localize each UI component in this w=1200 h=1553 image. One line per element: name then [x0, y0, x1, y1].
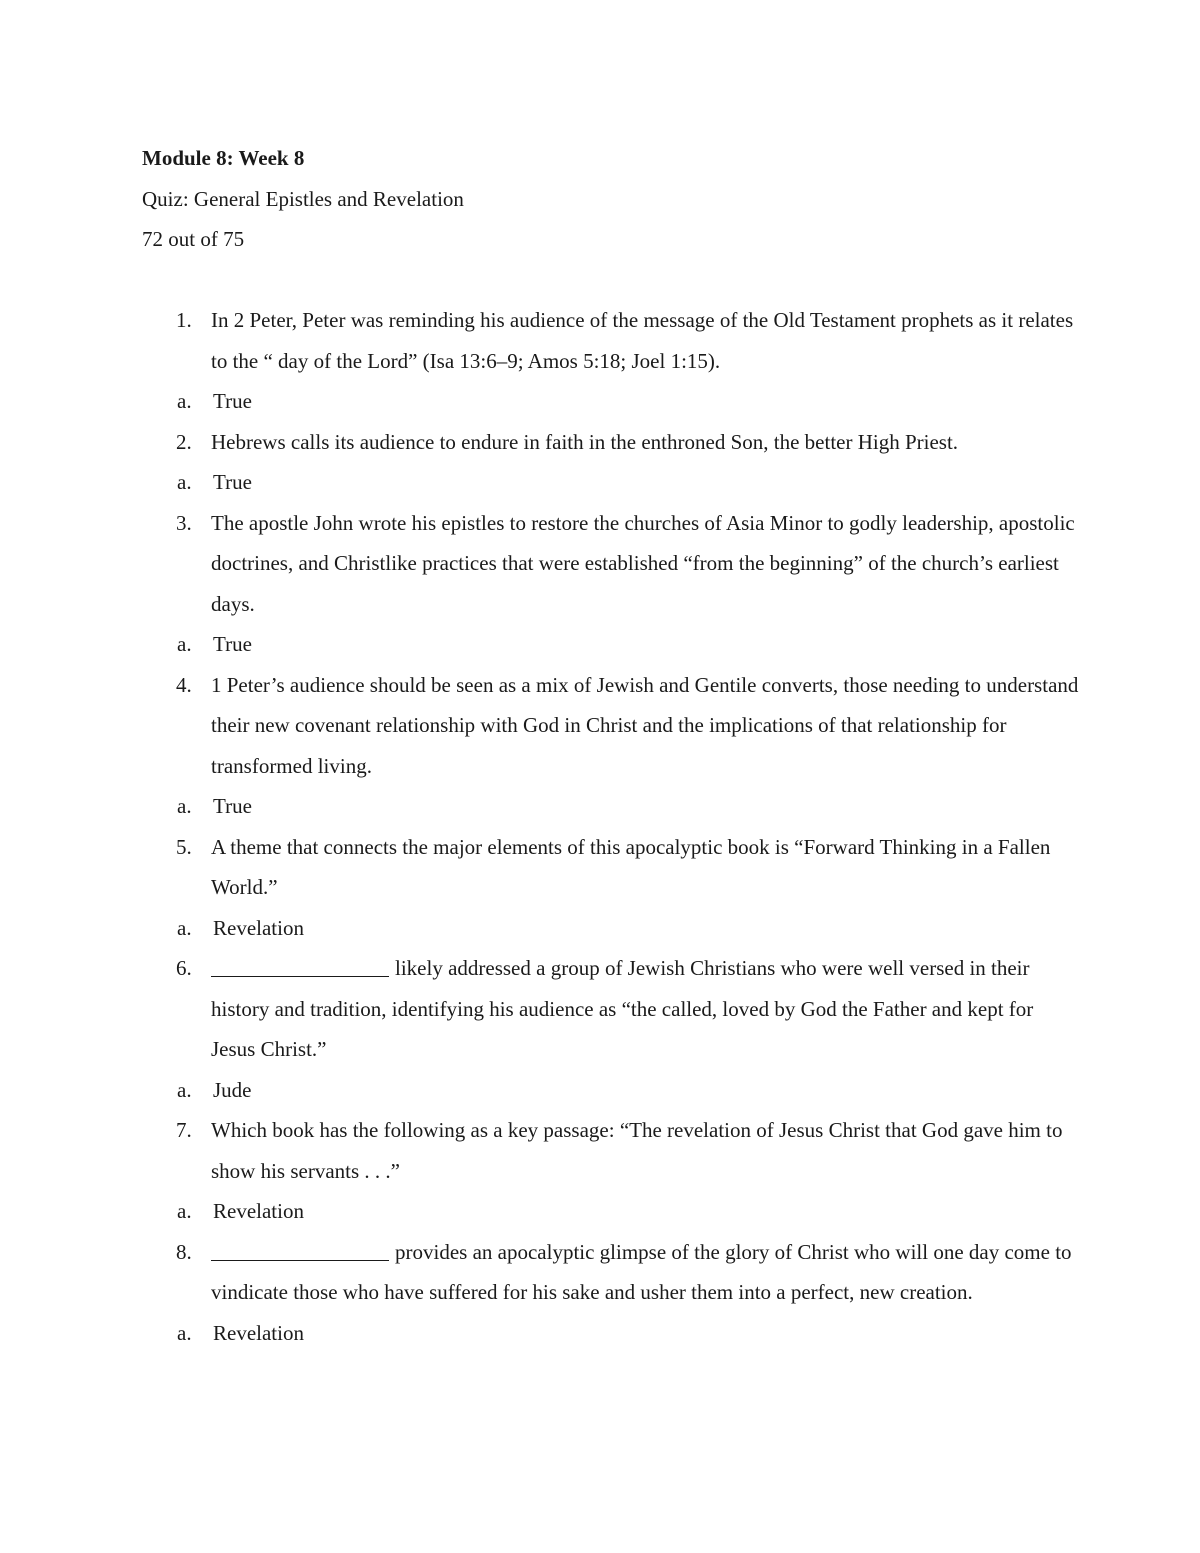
answer-item	[142, 1313, 1082, 1354]
answer-item	[142, 1070, 1082, 1111]
question-text: Hebrews calls its audience to endure in faith in the enthroned Son, the better High Priest.	[211, 429, 959, 454]
question-number: 1.	[176, 308, 192, 332]
question-text: In 2 Peter, Peter was reminding his audience of the message of the Old Testament prophets as it relates to the “ day of the Lord” (Isa 13:6–9; Amos 5:18; Joel 1:15).	[211, 308, 1074, 373]
question-text-wrapper	[211, 1232, 1082, 1313]
question-text: 1 Peter’s audience should be seen as a mix of Jewish and Gentile converts, those needing to understand their new covenant relationship with God in Christ and the implications of that relationship for transformed living.	[211, 672, 1079, 778]
question-number: 4.	[176, 672, 192, 697]
answer-item	[142, 1191, 1082, 1232]
question-item	[142, 1232, 1082, 1313]
quiz-subtitle: Quiz: General Epistles and Revelation	[142, 186, 464, 211]
question-item	[142, 503, 1082, 625]
question-item	[142, 1110, 1082, 1191]
fill-in-blank	[211, 952, 389, 977]
question-text: Which book has the following as a key passage: “The revelation of Jesus Christ that God gave him to show his servants . . .”	[211, 1118, 1063, 1183]
question-number: 6.	[176, 956, 192, 980]
question-text-wrapper	[211, 948, 1082, 1070]
question-text: provides an apocalyptic glimpse of the glory of Christ who will one day come to vindicate those who have suffered for his sake and usher them into a perfect, new creation.	[211, 1239, 1072, 1304]
answer-letter: a.	[177, 1077, 192, 1102]
question-text: likely addressed a group of Jewish Christians who were well versed in their history and tradition, identifying his audience as “the called, loved by God the Father and kept for Jesus Christ.”	[211, 956, 1034, 1061]
question-number: 3.	[176, 510, 192, 535]
answer-text: True	[213, 794, 252, 818]
question-number: 8.	[176, 1239, 192, 1264]
answer-letter: a.	[177, 632, 192, 656]
question-item	[142, 827, 1082, 908]
answer-text: Revelation	[213, 915, 304, 940]
answer-text: True	[213, 632, 252, 656]
answer-text: Revelation	[213, 1320, 304, 1345]
answer-item	[142, 381, 1082, 422]
question-number: 5.	[176, 834, 192, 859]
question-item	[142, 665, 1082, 787]
answer-text: Revelation	[213, 1199, 304, 1223]
question-item	[142, 300, 1082, 381]
answer-letter: a.	[177, 470, 192, 494]
answer-letter: a.	[177, 389, 192, 413]
question-number: 2.	[176, 429, 192, 454]
page-title: Module 8: Week 8	[142, 146, 305, 170]
answer-letter: a.	[177, 1320, 192, 1345]
answer-item	[142, 908, 1082, 949]
answer-letter: a.	[177, 1199, 192, 1223]
answer-text: True	[213, 470, 252, 494]
answer-item	[142, 624, 1082, 665]
answer-item	[142, 462, 1082, 503]
answer-text: Jude	[213, 1077, 252, 1102]
document-page	[142, 138, 1082, 1353]
question-item	[142, 948, 1082, 1070]
question-item	[142, 422, 1082, 463]
answer-text: True	[213, 389, 252, 413]
answer-item	[142, 786, 1082, 827]
answer-letter: a.	[177, 915, 192, 940]
answer-letter: a.	[177, 794, 192, 818]
fill-in-blank	[211, 1236, 389, 1261]
spacer	[142, 260, 1082, 301]
question-text: A theme that connects the major elements of this apocalyptic book is “Forward Thinking in a Fallen World.”	[211, 834, 1051, 899]
quiz-score: 72 out of 75	[142, 227, 245, 251]
question-number: 7.	[176, 1118, 192, 1142]
question-list	[142, 300, 1082, 1353]
question-text: The apostle John wrote his epistles to restore the churches of Asia Minor to godly leadership, apostolic doctrines, and Christlike practices that were established “from the beginning” of the church’s earliest days.	[211, 510, 1075, 616]
